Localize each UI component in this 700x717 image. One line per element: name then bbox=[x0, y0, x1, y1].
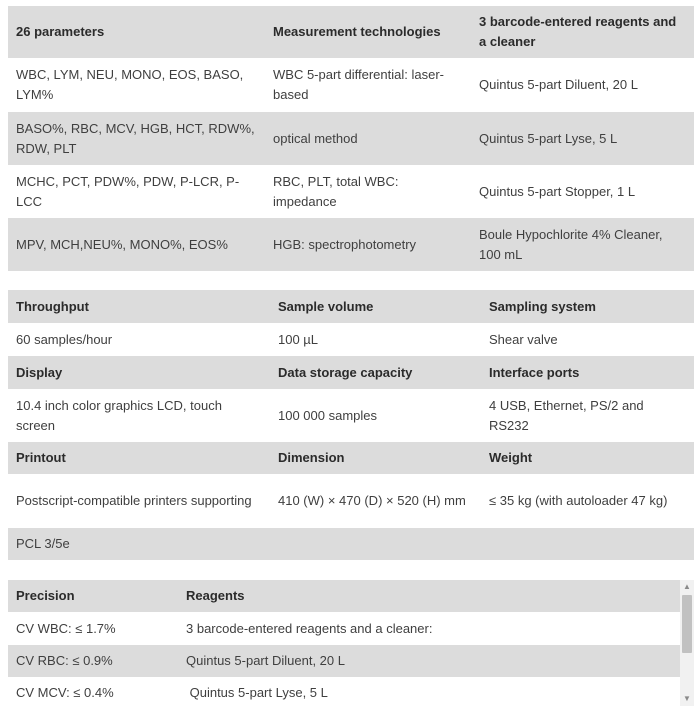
table-cell: CV RBC: ≤ 0.9% bbox=[8, 645, 178, 677]
feature-label: Display bbox=[8, 356, 270, 389]
feature-label: Weight bbox=[481, 442, 694, 474]
triangle-up-icon[interactable]: ▲ bbox=[683, 582, 691, 591]
table-cell: Quintus 5-part Lyse, 5 L bbox=[471, 112, 694, 165]
feature-value: Postscript-compatible printers supporting bbox=[8, 474, 270, 528]
feature-label-row bbox=[8, 290, 694, 323]
feature-value-row bbox=[8, 389, 694, 442]
table-cell: CV MCV: ≤ 0.4% bbox=[8, 677, 178, 706]
table-cell: Quintus 5-part Diluent, 20 L bbox=[471, 58, 694, 112]
header-cell: Precision bbox=[8, 580, 178, 612]
feature-label: Data storage capacity bbox=[270, 356, 481, 389]
table-cell: BASO%, RBC, MCV, HGB, HCT, RDW%, RDW, PLT bbox=[8, 112, 265, 165]
table-cell: optical method bbox=[265, 112, 471, 165]
table-row bbox=[8, 677, 680, 706]
vertical-scrollbar[interactable] bbox=[680, 580, 694, 706]
table-cell: WBC, LYM, NEU, MONO, EOS, BASO, LYM% bbox=[8, 58, 265, 112]
table-cell: MPV, MCH,NEU%, MONO%, EOS% bbox=[8, 218, 265, 271]
feature-value-row bbox=[8, 323, 694, 356]
feature-extra-row bbox=[8, 528, 694, 560]
table-cell: 3 barcode-entered reagents and a cleaner: bbox=[178, 612, 680, 645]
feature-value: 100 000 samples bbox=[270, 389, 481, 442]
feature-label-row bbox=[8, 442, 694, 474]
feature-label: Dimension bbox=[270, 442, 481, 474]
table-row bbox=[8, 58, 694, 112]
table-cell: Quintus 5-part Stopper, 1 L bbox=[471, 165, 694, 218]
table-cell: Boule Hypochlorite 4% Cleaner, 100 mL bbox=[471, 218, 694, 271]
parameters-table bbox=[8, 6, 694, 271]
table-header-row bbox=[8, 580, 680, 612]
table-cell: WBC 5-part differential: laser-based bbox=[265, 58, 471, 112]
table-row bbox=[8, 165, 694, 218]
feature-value: 60 samples/hour bbox=[8, 323, 270, 356]
feature-extra: PCL 3/5e bbox=[8, 528, 270, 560]
header-cell: 26 parameters bbox=[8, 6, 265, 58]
table-row bbox=[8, 112, 694, 165]
feature-value: 410 (W) × 470 (D) × 520 (H) mm bbox=[270, 474, 481, 528]
table-cell: MCHC, PCT, PDW%, PDW, P-LCR, P-LCC bbox=[8, 165, 265, 218]
precision-table bbox=[8, 580, 680, 706]
table-row bbox=[8, 218, 694, 271]
table-row bbox=[8, 645, 680, 677]
features-table bbox=[8, 290, 694, 560]
header-cell: Measurement technologies bbox=[265, 6, 471, 58]
header-cell: 3 barcode-entered reagents and a cleaner bbox=[471, 6, 694, 58]
feature-value: 10.4 inch color graphics LCD, touch screen bbox=[8, 389, 270, 442]
scrollbar-thumb[interactable] bbox=[682, 595, 692, 653]
feature-label-row bbox=[8, 356, 694, 389]
feature-label: Interface ports bbox=[481, 356, 694, 389]
table-row bbox=[8, 612, 680, 645]
feature-value: ≤ 35 kg (with autoloader 47 kg) bbox=[481, 474, 694, 528]
table-cell: Quintus 5-part Lyse, 5 L bbox=[178, 677, 680, 706]
table-cell: Quintus 5-part Diluent, 20 L bbox=[178, 645, 680, 677]
table-cell: RBC, PLT, total WBC: impedance bbox=[265, 165, 471, 218]
feature-label: Sample volume bbox=[270, 290, 481, 323]
header-cell: Reagents bbox=[178, 580, 680, 612]
feature-value: 4 USB, Ethernet, PS/2 and RS232 bbox=[481, 389, 694, 442]
table-cell: CV WBC: ≤ 1.7% bbox=[8, 612, 178, 645]
feature-label: Throughput bbox=[8, 290, 270, 323]
feature-value: Shear valve bbox=[481, 323, 694, 356]
table-cell: HGB: spectrophotometry bbox=[265, 218, 471, 271]
feature-value-row bbox=[8, 474, 694, 528]
table-header-row bbox=[8, 6, 694, 58]
triangle-down-icon[interactable]: ▼ bbox=[683, 694, 691, 703]
feature-value: 100 µL bbox=[270, 323, 481, 356]
precision-scroll-area[interactable] bbox=[8, 580, 694, 706]
feature-label: Printout bbox=[8, 442, 270, 474]
feature-label: Sampling system bbox=[481, 290, 694, 323]
